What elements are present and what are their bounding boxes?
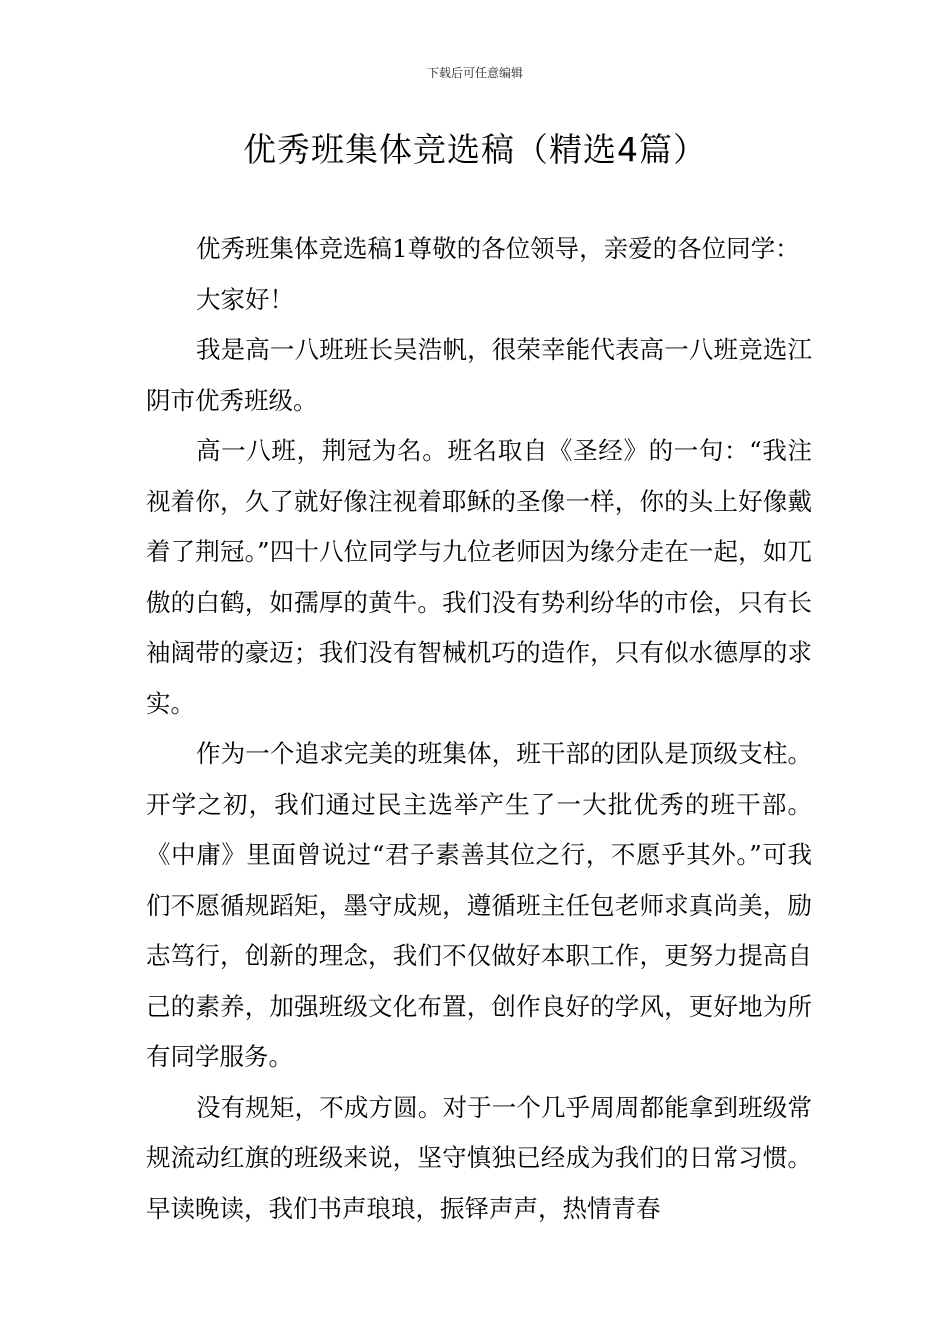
- document-body: [146, 224, 812, 1234]
- paragraph: 高一八班，荆冠为名。班名取自《圣经》的一句：“我注视着你，久了就好像注视着耶稣的圣像一样，你的头上好像戴着了荆冠。”四十八位同学与九位老师因为缘分走在一起，如兀傲的白鹤，如孺厚的黄牛。我们没有势利纷华的市侩，只有长袖阔带的豪迈；我们没有智械机巧的造作，只有似水德厚的求实。: [146, 436, 812, 718]
- paragraph: 作为一个追求完美的班集体，班干部的团队是顶级支柱。开学之初，我们通过民主选举产生了一大批优秀的班干部。《中庸》里面曾说过“君子素善其位之行，不愿乎其外。”可我们不愿循规蹈矩，墨守成规，遵循班主任包老师求真尚美，励志笃行，创新的理念，我们不仅做好本职工作，更努力提高自己的素养，加强班级文化布置，创作良好的学风，更好地为所有同学服务。: [146, 739, 812, 1071]
- document-title: 优秀班集体竞选稿（精选4篇）: [243, 130, 707, 169]
- paragraph: 优秀班集体竞选稿1尊敬的各位领导，亲爱的各位同学：: [196, 234, 800, 263]
- paragraph: 大家好！: [196, 284, 294, 314]
- header-note: 下载后可任意编辑: [426, 66, 523, 80]
- paragraph: 我是高一八班班长吴浩帆，很荣幸能代表高一八班竞选江阴市优秀班级。: [146, 335, 812, 415]
- paragraph: 没有规矩，不成方圆。对于一个几乎周周都能拿到班级常规流动红旗的班级来说，坚守慎独已经成为我们的日常习惯。早读晚读，我们书声琅琅，振铎声声，热情青春: [146, 1092, 812, 1223]
